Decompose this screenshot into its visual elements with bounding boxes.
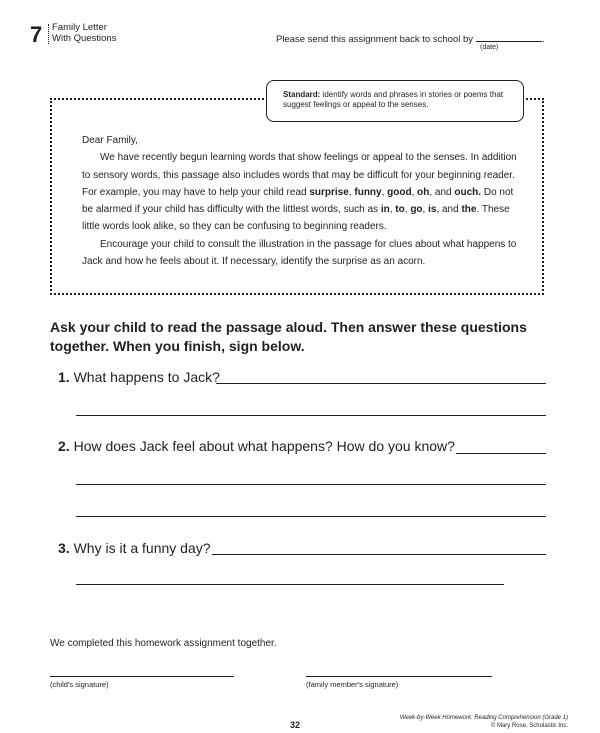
date-blank[interactable] xyxy=(476,41,542,42)
answer-line-2c[interactable] xyxy=(76,516,546,517)
family-signature-line[interactable] xyxy=(306,676,492,677)
letter-text: , and xyxy=(436,204,462,216)
question-number: 1. xyxy=(58,369,70,385)
unit-title-line-2: With Questions xyxy=(52,33,117,44)
letter-text: , xyxy=(411,186,418,198)
unit-number: 7 xyxy=(30,22,43,47)
question-number: 3. xyxy=(58,540,70,556)
letter-text: Do not be alarmed if your child has difficulty with the littlest words, such as xyxy=(82,186,514,216)
vocab-word: ouch. xyxy=(454,186,482,198)
credit-line-2: © Mary Rose, Scholastic Inc. xyxy=(490,722,568,729)
letter-text: We have recently begun learning words that show feelings or appeal to the senses. In addition to sensory words, this passage also includes words that may be difficult for your beginning reader. For example, you may have to help your child read xyxy=(82,152,517,198)
answer-line-2b[interactable] xyxy=(76,484,546,485)
child-signature-label: (child's signature) xyxy=(50,680,109,689)
question-text: How does Jack feel about what happens? How do you know? xyxy=(73,438,455,454)
completion-statement: We completed this homework assignment together. xyxy=(50,638,277,649)
answer-line-2a[interactable] xyxy=(456,453,546,454)
letter-paragraph-1 xyxy=(82,149,522,235)
letter-paragraph-2: Encourage your child to consult the illustration in the passage for clues about what happens to Jack and how he feels about it. If necessary, identify the surprise as an acorn. xyxy=(82,238,517,268)
unit-title xyxy=(52,22,116,44)
answer-line-3a[interactable] xyxy=(212,554,546,555)
family-letter xyxy=(82,132,522,270)
standard-callout xyxy=(266,80,524,122)
vocab-word: surprise xyxy=(309,186,349,198)
credit-line-1: Week-by-Week Homework: Reading Comprehension (Grade 1) xyxy=(399,715,568,721)
answer-line-3b[interactable] xyxy=(76,584,504,585)
question-text: Why is it a funny day? xyxy=(73,540,211,556)
letter-text: , xyxy=(381,186,388,198)
vocab-word: oh xyxy=(417,186,430,198)
letter-text: , xyxy=(404,204,411,216)
question-1 xyxy=(58,369,220,385)
letter-text: , xyxy=(389,204,396,216)
letter-text: , xyxy=(422,204,429,216)
standard-text: identify words and phrases in stories or poems that suggest feelings or appeal to the senses. xyxy=(283,90,504,109)
send-back-instruction xyxy=(276,34,545,45)
letter-text: , and xyxy=(429,186,455,198)
vocab-word: to xyxy=(395,204,405,216)
date-label: (date) xyxy=(480,44,499,51)
copyright-credit xyxy=(372,715,568,730)
vocab-word: go xyxy=(410,204,423,216)
letter-greeting: Dear Family, xyxy=(82,135,138,146)
question-3 xyxy=(58,540,211,556)
vocab-word: the xyxy=(461,204,477,216)
vocab-word: is xyxy=(428,204,437,216)
page-number: 32 xyxy=(290,720,301,730)
question-2 xyxy=(58,438,455,454)
question-number: 2. xyxy=(58,438,70,454)
vocab-word: funny xyxy=(354,186,382,198)
send-back-text: Please send this assignment back to school by xyxy=(276,34,473,45)
question-text: What happens to Jack? xyxy=(73,369,220,385)
send-back-period: . xyxy=(541,34,545,45)
standard-label: Standard: xyxy=(283,90,321,99)
instructions-heading: Ask your child to read the passage aloud. Then answer these questions together. When you finish, sign below. xyxy=(50,319,527,354)
letter-text: , xyxy=(348,186,355,198)
answer-line-1b[interactable] xyxy=(76,415,546,416)
unit-divider xyxy=(48,24,49,44)
letter-text: . These little words look alike, so they can be confusing to beginning readers. xyxy=(82,204,510,233)
unit-title-line-1: Family Letter xyxy=(52,22,107,33)
family-signature-label: (family member's signature) xyxy=(306,680,399,689)
answer-line-1a[interactable] xyxy=(216,383,546,384)
child-signature-line[interactable] xyxy=(50,676,234,677)
vocab-word: in xyxy=(380,204,390,216)
vocab-word: good xyxy=(387,186,412,198)
